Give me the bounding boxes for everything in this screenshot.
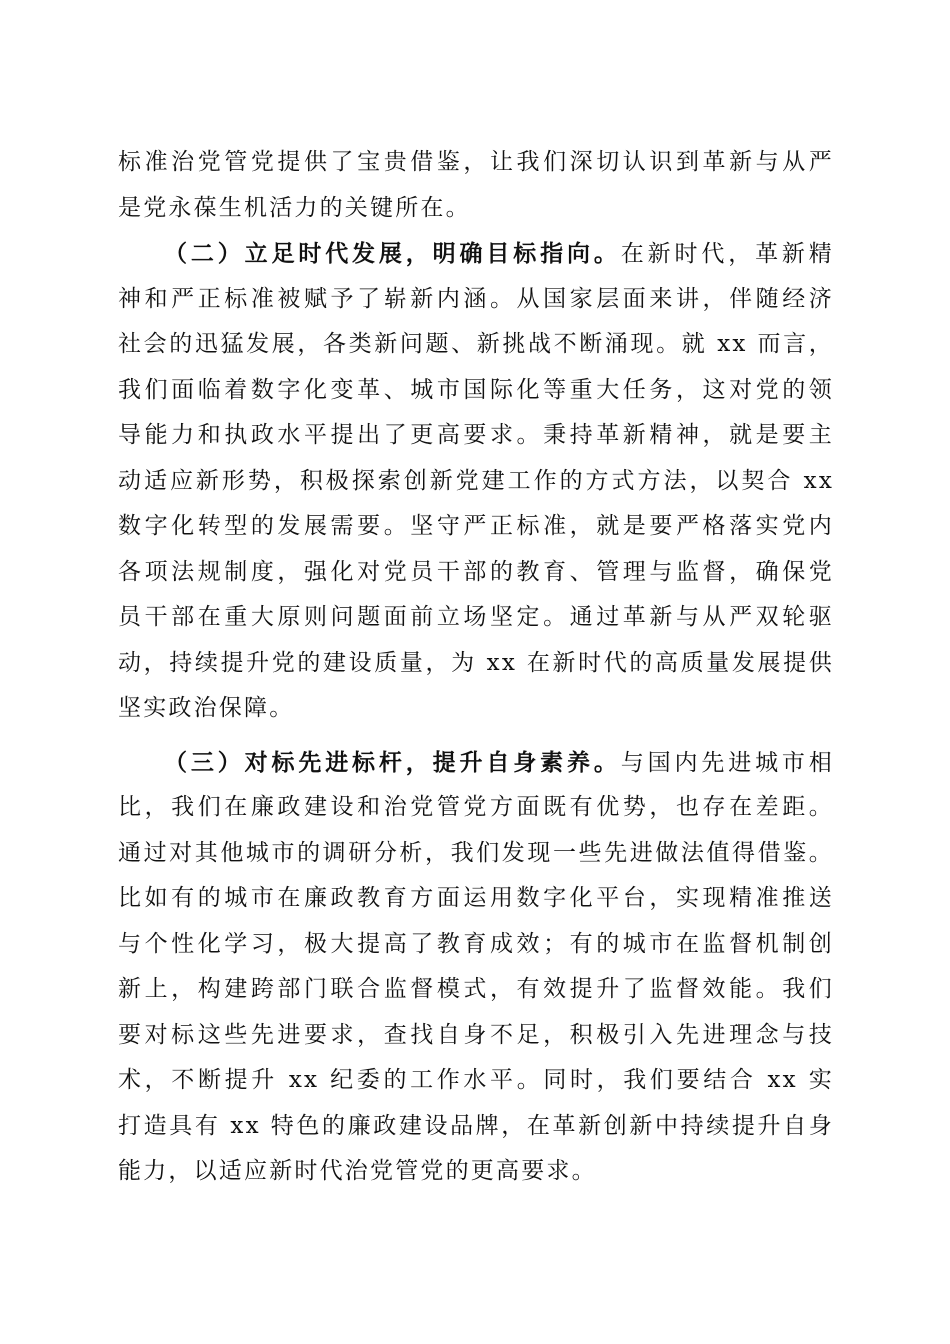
paragraph-line: 我们面临着数字化变革、城市国际化等重大任务，这对党的领 [118,376,834,403]
heading-line-rest: 与国内先进城市相 [620,749,834,776]
paragraph-first-line [118,740,834,786]
paragraph-line: 各项法规制度，强化对党员干部的教育、管理与监督，确保党 [118,558,834,585]
paragraph-line: 是党永葆生机活力的关键所在。 [118,194,471,221]
paragraph-line: 标准治党管党提供了宝贵借鉴，让我们深切认识到革新与从严 [118,149,834,175]
paragraph-line: 与个性化学习，极大提高了教育成效；有的城市在监督机制创 [118,930,834,957]
paragraph-line: 导能力和执政水平提出了更高要求。秉持革新精神，就是要主 [118,422,834,448]
paragraph-line: 通过对其他城市的调研分析，我们发现一些先进做法值得借鉴。 [118,839,834,866]
heading-line-rest: 在新时代，革新精 [620,241,834,267]
paragraph-line: 数字化转型的发展需要。坚守严正标准，就是要严格落实党内 [118,513,834,539]
paragraph-line: 社会的迅猛发展，各类新问题、新挑战不断涌现。就 xx 而言， [118,331,834,357]
paragraph-gap [118,732,834,740]
section-heading: （二）立足时代发展，明确目标指向。 [164,240,621,267]
paragraph-2 [118,231,834,732]
paragraph-3 [118,740,834,1195]
paragraph-line: 要对标这些先进要求，查找自身不足，积极引入先进理念与技 [118,1021,834,1048]
paragraph-line: 动，持续提升党的建设质量，为 xx 在新时代的高质量发展提供 [118,649,834,676]
paragraph-line: 动适应新形势，积极探索创新党建工作的方式方法，以契合 xx [118,467,834,494]
paragraph-line: 术，不断提升 xx 纪委的工作水平。同时，我们要结合 xx 实 [118,1067,834,1093]
paragraph-line: 新上，构建跨部门联合监督模式，有效提升了监督效能。我们 [118,976,834,1002]
paragraph-1 [118,140,834,231]
paragraph-line: 比如有的城市在廉政教育方面运用数字化平台，实现精准推送 [118,885,834,911]
paragraph-line: 神和严正标准被赋予了崭新内涵。从国家层面来讲，伴随经济 [118,285,834,312]
paragraph-line: 打造具有 xx 特色的廉政建设品牌，在革新创新中持续提升自身 [118,1112,834,1139]
paragraph-line: 能力，以适应新时代治党管党的更高要求。 [118,1158,597,1184]
paragraph-line: 员干部在重大原则问题面前立场坚定。通过革新与从严双轮驱 [118,604,834,630]
document-page [118,140,834,1195]
section-heading: （三）对标先进标杆，提升自身素养。 [164,748,621,776]
paragraph-line: 比，我们在廉政建设和治党管党方面既有优势，也存在差距。 [118,794,834,820]
paragraph-first-line [118,231,834,277]
paragraph-line: 坚实政治保障。 [118,695,295,721]
